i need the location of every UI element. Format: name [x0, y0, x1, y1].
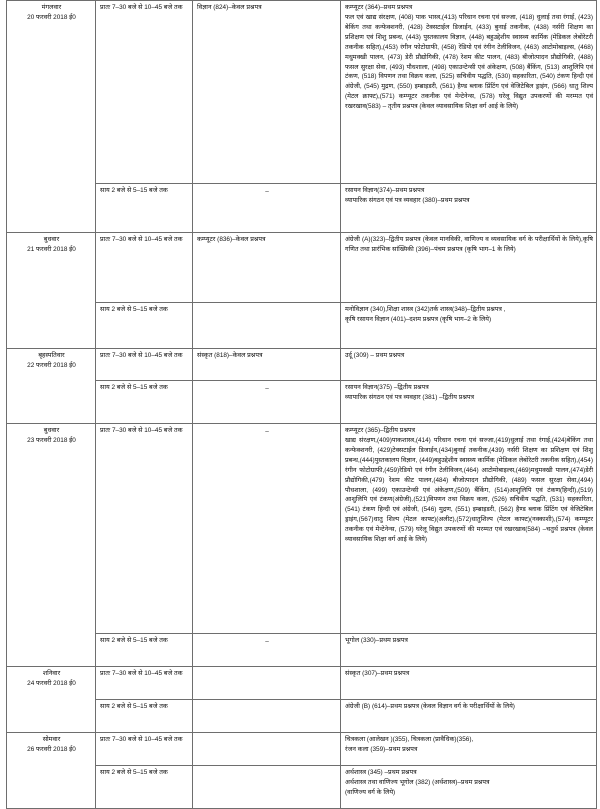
day-date: 24 फरवरी 2018 ई0: [27, 679, 76, 687]
table-row: [7, 634, 597, 667]
session-time-cell: प्रातः 7–30 बजे से 10–45 बजे तक: [96, 349, 193, 381]
table-row: [7, 349, 597, 381]
day-name: सोमवार: [42, 736, 61, 743]
session-time-cell: प्रातः 7–30 बजे से 10–45 बजे तक: [96, 667, 193, 700]
subject-line: रसायन विज्ञान(375) –द्वितीय प्रश्नपत्र: [345, 384, 429, 391]
session-time-cell: साय 2 बजे से 5–15 बजे तक: [96, 634, 193, 667]
additional-subject-cell: संस्कृत (818)–केवल प्रश्नपत्र: [193, 349, 341, 381]
subject-line: व्यापारिक संगठन एवं पत्र व्यवहार (380)–प्रथम प्रश्नपत्र: [345, 196, 470, 204]
subject-line: व्यापारिक संगठन एवं पत्र व्यवहार (381) –द्वितीय प्रश्नपत्र: [345, 393, 475, 401]
subject-paragraph: अंग्रेजी (B) (614)–प्रथम प्रश्नपत्र (केवल विज्ञान वर्ग के परीक्षार्थियों के लिये): [345, 703, 515, 710]
table-row: [7, 233, 597, 303]
table-row: [7, 700, 597, 733]
table-row: [7, 733, 597, 766]
subjects-cell: [341, 184, 597, 233]
exam-timetable: [6, 0, 597, 809]
day-name: शनिवार: [42, 670, 61, 677]
additional-subject-cell: –: [193, 381, 341, 424]
subject-line: अर्थशास्त्र तथा वाणिज्य भूगोल (382) (अर्थशास्त्र)–प्रथम प्रश्नपत्र: [345, 778, 490, 786]
session-time-cell: साय 2 बजे से 5–15 बजे तक: [96, 766, 193, 809]
additional-subject-cell: [193, 766, 341, 809]
day-name: बुधवार: [43, 427, 60, 434]
table-row: [7, 424, 597, 634]
additional-subject-cell: [193, 733, 341, 766]
subjects-cell: [341, 733, 597, 766]
day-date-cell: [7, 667, 96, 733]
timetable-body: [7, 1, 597, 809]
table-row: [7, 667, 597, 700]
session-time-cell: साय 2 बजे से 5–15 बजे तक: [96, 381, 193, 424]
subjects-cell: [341, 766, 597, 809]
subject-paragraph: फल एवं खाद्य संरक्षण, (408) पाक भास्त्र,(413) परिधान रचना एवं सज्जा, (418) धुलाई तथा रंगाई, (423) बेकिंग तथा कन्फेक्शनरी, (428) टेक्सटाईल डिजाईन, (433) बुनाई तकनीक, (438) नर्सरी शिक्षण का प्रशिक्षण एवं शिशु प्रबन्ध, (443) पुस्तकालय विज्ञान, (448) बहुउद्देशीय स्वास्थ्य कार्मिक (मेडिकल लेबोरेटरी तकनीक सहित),(453) रंगीन फोटोग्राफी, (458) रेडियो एवं रंगीन टेलीविजन, (463) आटोमोबाइल्स, (468) मधुमक्खी पालन, (473) डेरी प्रौद्योगिकी, (478) रेशम कीट पालन, (483) बीजोत्पादन प्रौद्योगिकी, (488) फसल सुरक्षा सेवा, (493) पौधशाला, (498) एकाउन्टेन्सी एवं अंकेक्षण, (508) बैंकिंग, (513) आशुलिपि एवं टंकण, (518) विपणन तथा विक्रय कला, (525) सचिवीय पद्धति, (530) सहकारिता, (540) टंकण हिन्दी एवं अंग्रेजी, (545) मुद्रण, (550) इम्ब्राइडरी, (561) हैण्ड ब्लाक प्रिंटिंग एवं वेजिटेबिल ड्राइंग, (566) धातु शिल्प (मेटल क्राफ्ट),(571) कम्प्यूटर तकनीक एवं मेन्टेनेन्स, (578) घरेलू विद्युत उपकरणों की मरम्मत एवं रखरखाव(583) – तृतीय प्रश्नपत्र (केवल व्यावसायिक शिक्षा वर्ग आई के लिये): [345, 13, 593, 111]
subject-paragraph: खाद्य संरक्षण,(409)पाकशास्त्र,(414) परिधान रचना एवं सज्जा,(419)धुलाई तथा रंगाई,(424)बेकिंग तथा कन्फेक्शनरी, (429)टेक्सटाईल डिजाईन,(434)बुनाई तकनीक,(439) नर्सरी शिक्षण का प्रशिक्षण एवं शिशु प्रबन्ध,(444)पुस्तकालय विज्ञान, (449)बहुउद्देशीय स्वास्थ्य कार्मिक (मेडिकल लेबोरेटरी तकनीक सहित),(454) रंगीन फोटोग्राफी,(459)रेडियो एवं रंगीन टेलीविजन,(464) आटोमोबाइल्स,(469)मधुमक्खी पालन,(474)डेरी प्रौद्योगिकी,(479) रेशम कीट पालन,(484) बीजोत्पादन प्रौद्योगिकी, (489) फसल सुरक्षा सेवा,(494) पौधशाला, (499) एकाउन्टेन्सी एवं अंकेक्षण,(509) बैंकिंग, (514)आशुलिपि एवं टंकण(हिन्दी),(519) आशुलिपि एवं टंकण(अंग्रेजी),(521)विपणन तथा विक्रय कला, (526) सचिवीय पद्धति, (531) सहकारिता, (541) टंकण हिन्दी एवं अंग्रेजी, (546) मुद्रण, (551) इम्ब्राइडरी, (562) हैण्ड ब्लाक प्रिंटिंग एवं वेजिटेबिल ड्राइंग,(567)धातु शिल्प (मेटल काफ्ट)(अलीट),(572)धातुशिल्प (मेटल काफ्ट)(नक्काशी),(574) कम्प्यूटर तकनीक एवं मेन्टेनेन्स, (579) घरेलू विद्युत उपकरणों की मरम्मत एवं रखरखाव(584) –चतुर्थ प्रश्नपत्र (केवल व्यावसायिक शिक्षा वर्ग आई के लिये): [345, 436, 593, 544]
day-date: 22 फरवरी 2018 ई0: [27, 361, 76, 369]
day-date: 21 फरवरी 2018 ई0: [27, 245, 76, 253]
session-time-cell: साय 2 बजे से 5–15 बजे तक: [96, 303, 193, 349]
subject-line: कम्प्यूटर (365)–द्वितीय प्रश्नपत्र: [345, 427, 416, 434]
subjects-cell: [341, 233, 597, 303]
additional-subject-cell: –: [193, 634, 341, 667]
additional-subject-cell: कम्प्यूटर (836)–केवल प्रश्नपत्र: [193, 233, 341, 303]
subjects-cell: [341, 349, 597, 381]
subject-line: रसायन विज्ञान(374)–प्रथम प्रश्नपत्र: [345, 187, 425, 194]
day-date-cell: [7, 424, 96, 667]
subject-paragraph: अंग्रेजी (A)(323)–द्वितीय प्रश्नपत्र (केवल मानविकी, वाणिज्य व व्यवसायिक वर्ग के परीक्षार्थियों के लिये),कृषि गणित तथा प्रारंभिक सांख्यिकी (396)–पंचम प्रश्नपत्र (कृषि भाग–1 के लिये): [345, 236, 593, 253]
day-date: 20 फरवरी 2018 ई0: [27, 13, 76, 21]
day-name: बुधवार: [43, 236, 60, 243]
day-name: मंगलवार: [41, 4, 62, 11]
subject-line: मनोविज्ञान (340),शिक्षा शास्त्र (342)तर्क शास्त्र(348)–द्वितीय प्रश्नपत्र ,: [345, 306, 506, 313]
subjects-cell: [341, 667, 597, 700]
session-time-cell: साय 2 बजे से 5–15 बजे तक: [96, 700, 193, 733]
subject-line: संस्कृत (307)–प्रथम प्रश्नपत्र: [345, 670, 410, 677]
additional-subject-cell: –: [193, 424, 341, 634]
subject-line: रंजन कला (359)–प्रथम प्रश्नपत्र: [345, 745, 418, 753]
subject-line: अर्थशास्त्र (345) –प्रथम प्रश्नपत्र: [345, 769, 417, 776]
table-row: [7, 303, 597, 349]
subjects-cell: [341, 381, 597, 424]
day-date-cell: [7, 1, 96, 233]
session-time-cell: प्रातः 7–30 बजे से 10–45 बजे तक: [96, 233, 193, 303]
additional-subject-cell: [193, 303, 341, 349]
additional-subject-cell: विज्ञान (824)–केवल प्रश्नपत्र: [193, 1, 341, 184]
subjects-cell: [341, 634, 597, 667]
subject-line: भूगोल (330)–प्रथम प्रश्नपत्र: [345, 637, 408, 644]
day-date: 23 फरवरी 2018 ई0: [27, 436, 76, 444]
subjects-cell: [341, 424, 597, 634]
day-date: 26 फरवरी 2018 ई0: [27, 745, 76, 753]
table-row: [7, 184, 597, 233]
session-time-cell: साय 2 बजे से 5–15 बजे तक: [96, 184, 193, 233]
table-row: [7, 381, 597, 424]
subject-line: (वाणिज्य वर्ग के लिये): [345, 788, 396, 796]
day-date-cell: [7, 733, 96, 809]
table-row: [7, 1, 597, 184]
subject-line: कम्प्यूटर (364)–प्रथम प्रश्नपत्र: [345, 4, 413, 11]
session-time-cell: प्रातः 7–30 बजे से 10–45 बजे तक: [96, 1, 193, 184]
additional-subject-cell: [193, 667, 341, 700]
subjects-cell: [341, 1, 597, 184]
subject-line: कृषि रसायन विज्ञान (401)–दशम प्रश्नपत्र (कृषि भाग–2 के लिये): [345, 315, 492, 323]
subjects-cell: [341, 303, 597, 349]
day-name: बृहस्पतिवार: [38, 352, 65, 359]
session-time-cell: प्रातः 7–30 बजे से 10–45 बजे तक: [96, 733, 193, 766]
subjects-cell: [341, 700, 597, 733]
day-date-cell: [7, 233, 96, 349]
session-time-cell: प्रातः 7–30 बजे से 10–45 बजे तक: [96, 424, 193, 634]
table-row: [7, 766, 597, 809]
additional-subject-cell: [193, 700, 341, 733]
day-date-cell: [7, 349, 96, 424]
subject-line: उर्दू (309) – प्रथम प्रश्नपत्र: [345, 352, 405, 359]
additional-subject-cell: –: [193, 184, 341, 233]
subject-line: चित्रकला (आलेखन )(355), चित्रकला (प्रावैधिक)(356),: [345, 736, 474, 743]
